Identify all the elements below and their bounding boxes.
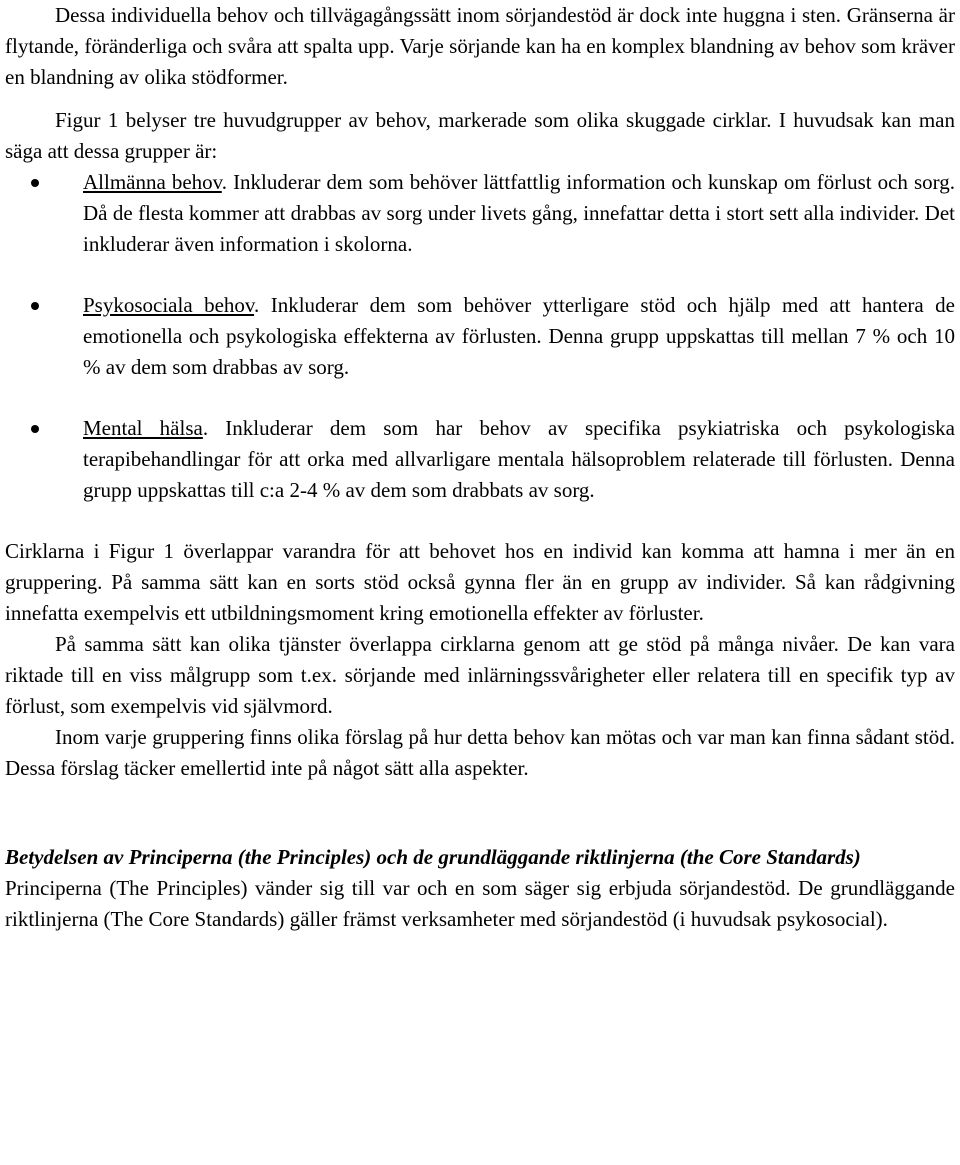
term-psychosocial-needs: Psykosociala behov (83, 293, 255, 317)
term-mental-health: Mental hälsa (83, 416, 203, 440)
bullet-icon (31, 179, 39, 187)
needs-list (5, 167, 955, 506)
bullet-icon (31, 302, 39, 310)
description-mental-health: . Inkluderar dem som har behov av specifika psykiatriska och psykologiska terapibehandlingar för att orka med allvarligare mentala hälsoproblem relaterade till förlusten. Denna grupp uppskattas till c:a 2-4 % av dem som drabbats av sorg. (83, 416, 955, 502)
list-item-mental-health (5, 413, 955, 506)
description-psychosocial-needs: . Inkluderar dem som behöver ytterligare stöd och hjälp med att hantera de emotionella och psykologiska effekterna av förlusten. Denna grupp uppskattas till mellan 7 % och 10 % av dem som drabbas av sorg. (83, 293, 955, 379)
paragraph-circles-overlap: Cirklarna i Figur 1 överlappar varandra för att behovet hos en individ kan komma att hamna i mer än en gruppering. På samma sätt kan en sorts stöd också gynna fler än en grupp av individer. Så kan rådgivning innefatta exempelvis ett utbildningsmoment kring emotionella effekter av förluster. (5, 539, 955, 625)
list-item-general-needs (5, 167, 955, 260)
paragraph-support-suggestions: Inom varje gruppering finns olika förslag på hur detta behov kan mötas och var man kan finna sådant stöd. Dessa förslag täcker emellertid inte på något sätt alla aspekter. (5, 725, 955, 780)
paragraph-principles: Principerna (The Principles) vänder sig till var och en som säger sig erbjuda sörjandestöd. De grundläggande riktlinjerna (The Core Standards) gäller främst verksamheter med sörjandestöd (i huvudsak psykosocial). (5, 876, 955, 931)
term-general-needs: Allmänna behov (83, 170, 222, 194)
paragraph-figure-intro: Figur 1 belyser tre huvudgrupper av behov, markerade som olika skuggade cirklar. I huvudsak kan man säga att dessa grupper är: (5, 108, 955, 163)
paragraph-intro: Dessa individuella behov och tillvägagångssätt inom sörjandestöd är dock inte huggna i sten. Gränserna är flytande, föränderliga och svåra att spalta upp. Varje sörjande kan ha en komplex blandning av behov som kräver en blandning av olika stödformer. (5, 3, 955, 89)
paragraph-services-overlap: På samma sätt kan olika tjänster överlappa cirklarna genom att ge stöd på många nivåer. De kan vara riktade till en viss målgrupp som t.ex. sörjande med inlärningssvårigheter eller relatera till en specifik typ av förlust, som exempelvis vid självmord. (5, 632, 955, 718)
section-heading: Betydelsen av Principerna (the Principles) och de grundläggande riktlinjerna (the Core Standards) (5, 845, 861, 869)
bullet-icon (31, 425, 39, 433)
description-general-needs: . Inkluderar dem som behöver lättfattlig information och kunskap om förlust och sorg. Då de flesta kommer att drabbas av sorg under livets gång, innefattar detta i stort sett alla individer. Det inkluderar även information i skolorna. (83, 170, 955, 256)
list-item-psychosocial-needs (5, 290, 955, 383)
